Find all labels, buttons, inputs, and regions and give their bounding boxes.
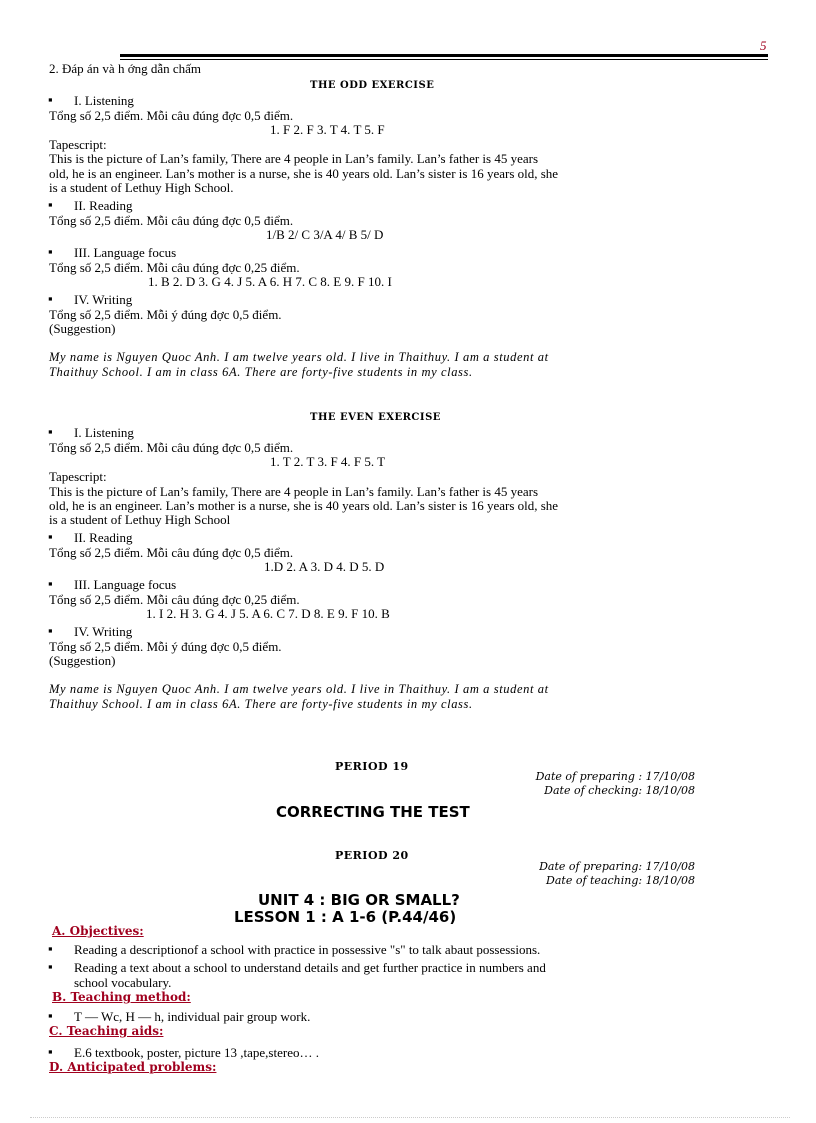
even-suggestion: (Suggestion) — [49, 653, 116, 668]
period-19-title: PERIOD 19 — [335, 760, 409, 773]
anticipated-problems-heading: D. Anticipated problems: — [49, 1060, 217, 1074]
even-listening-heading: ▪ I. Listening — [74, 425, 134, 440]
period-19-date-preparing: Date of preparing : 17/10/08 — [535, 770, 695, 783]
header-rule-thin — [120, 59, 768, 60]
odd-writing-heading: ▪ IV. Writing — [74, 292, 132, 307]
teaching-aids-item: ▪ E.6 textbook, poster, picture 13 ,tape,stereo… . — [74, 1045, 319, 1060]
objectives-heading: A. Objectives: — [52, 924, 144, 938]
header-rule-thick — [120, 54, 768, 57]
even-reading-answers: 1.D 2. A 3. D 4. D 5. D — [264, 559, 385, 574]
objective-item-continuation: school vocabulary. — [74, 975, 172, 990]
even-language-heading: ▪ III. Language focus — [74, 577, 176, 592]
even-language-answers: 1. I 2. H 3. G 4. J 5. A 6. C 7. D 8. E 9. F 10. B — [146, 606, 390, 621]
even-writing-score: Tổng số 2,5 điểm. Mỗi ý đúng đợc 0,5 điểm. — [49, 639, 282, 654]
even-language-score: Tổng số 2,5 điểm. Mỗi câu đúng đợc 0,25 điểm. — [49, 592, 300, 607]
footer-dotted-rule — [30, 1117, 790, 1118]
period-20-title: PERIOD 20 — [335, 849, 409, 862]
period-20-date-preparing: Date of preparing: 17/10/08 — [539, 860, 695, 873]
period-20-date-teaching: Date of teaching: 18/10/08 — [546, 874, 695, 887]
odd-tapescript-label: Tapescript: — [49, 137, 107, 152]
odd-reading-answers: 1/B 2/ C 3/A 4/ B 5/ D — [266, 227, 384, 242]
odd-suggestion: (Suggestion) — [49, 321, 116, 336]
odd-listening-heading: ▪ I. Listening — [74, 93, 134, 108]
odd-language-heading: ▪ III. Language focus — [74, 245, 176, 260]
odd-writing-score: Tổng số 2,5 điểm. Mỗi ý đúng đợc 0,5 điểm. — [49, 307, 282, 322]
lesson-title: LESSON 1 : A 1-6 (P.44/46) — [234, 908, 457, 926]
even-reading-heading: ▪ II. Reading — [74, 530, 132, 545]
odd-sample-line: My name is Nguyen Quoc Anh. I am twelve years old. I live in Thaithuy. I am a student at — [49, 350, 549, 364]
odd-tapescript-line: old, he is an engineer. Lan’s mother is a nurse, she is 40 years old. Lan’s sister is 16 years old, she — [49, 166, 559, 181]
odd-reading-heading: ▪ II. Reading — [74, 198, 132, 213]
odd-listening-score: Tổng số 2,5 điểm. Mỗi câu đúng đợc 0,5 điểm. — [49, 108, 294, 123]
objective-item: ▪ Reading a text about a school to understand details and get further practice in numbers and — [74, 960, 546, 975]
odd-language-answers: 1. B 2. D 3. G 4. J 5. A 6. H 7. C 8. E 9. F 10. I — [148, 274, 392, 289]
objective-item: ▪ Reading a descriptionof a school with practice in possessive "s" to talk abaut possessions. — [74, 942, 540, 957]
intro-line: 2. Đáp án và h ớng dẫn chấm — [49, 61, 201, 76]
correcting-heading: CORRECTING THE TEST — [276, 803, 470, 821]
teaching-aids-heading: C. Teaching aids: — [49, 1024, 164, 1038]
odd-tapescript-line: is a student of Lethuy High School. — [49, 180, 234, 195]
unit-title: UNIT 4 : BIG OR SMALL? — [258, 891, 460, 909]
odd-tapescript-line: This is the picture of Lan’s family, There are 4 people in Lan’s family. Lan’s father is 45 years — [49, 151, 539, 166]
page-number: 5 — [760, 38, 767, 53]
even-listening-score: Tổng số 2,5 điểm. Mỗi câu đúng đợc 0,5 điểm. — [49, 440, 294, 455]
odd-sample-line: Thaithuy School. I am in class 6A. There are forty-five students in my class. — [49, 365, 473, 379]
even-tapescript-label: Tapescript: — [49, 469, 107, 484]
teaching-method-item: ▪ T — Wc, H — h, individual pair group work. — [74, 1009, 310, 1024]
even-exercise-title: THE EVEN EXERCISE — [310, 412, 441, 423]
even-reading-score: Tổng số 2,5 điểm. Mỗi câu đúng đợc 0,5 điểm. — [49, 545, 294, 560]
even-tapescript-line: old, he is an engineer. Lan’s mother is a nurse, she is 40 years old. Lan’s sister is 16 years old, she — [49, 498, 559, 513]
even-writing-heading: ▪ IV. Writing — [74, 624, 132, 639]
even-sample-line: Thaithuy School. I am in class 6A. There are forty-five students in my class. — [49, 697, 473, 711]
even-tapescript-line: is a student of Lethuy High School — [49, 512, 231, 527]
teaching-method-heading: B. Teaching method: — [52, 990, 191, 1004]
odd-listening-answers: 1. F 2. F 3. T 4. T 5. F — [270, 122, 385, 137]
odd-reading-score: Tổng số 2,5 điểm. Mỗi câu đúng đợc 0,5 điểm. — [49, 213, 294, 228]
odd-exercise-title: THE ODD EXERCISE — [310, 80, 435, 91]
period-19-date-checking: Date of checking: 18/10/08 — [544, 784, 695, 797]
even-listening-answers: 1. T 2. T 3. F 4. F 5. T — [270, 454, 386, 469]
even-tapescript-line: This is the picture of Lan’s family, There are 4 people in Lan’s family. Lan’s father is 45 years — [49, 484, 539, 499]
odd-language-score: Tổng số 2,5 điểm. Mỗi câu đúng đợc 0,25 điểm. — [49, 260, 300, 275]
even-sample-line: My name is Nguyen Quoc Anh. I am twelve years old. I live in Thaithuy. I am a student at — [49, 682, 549, 696]
